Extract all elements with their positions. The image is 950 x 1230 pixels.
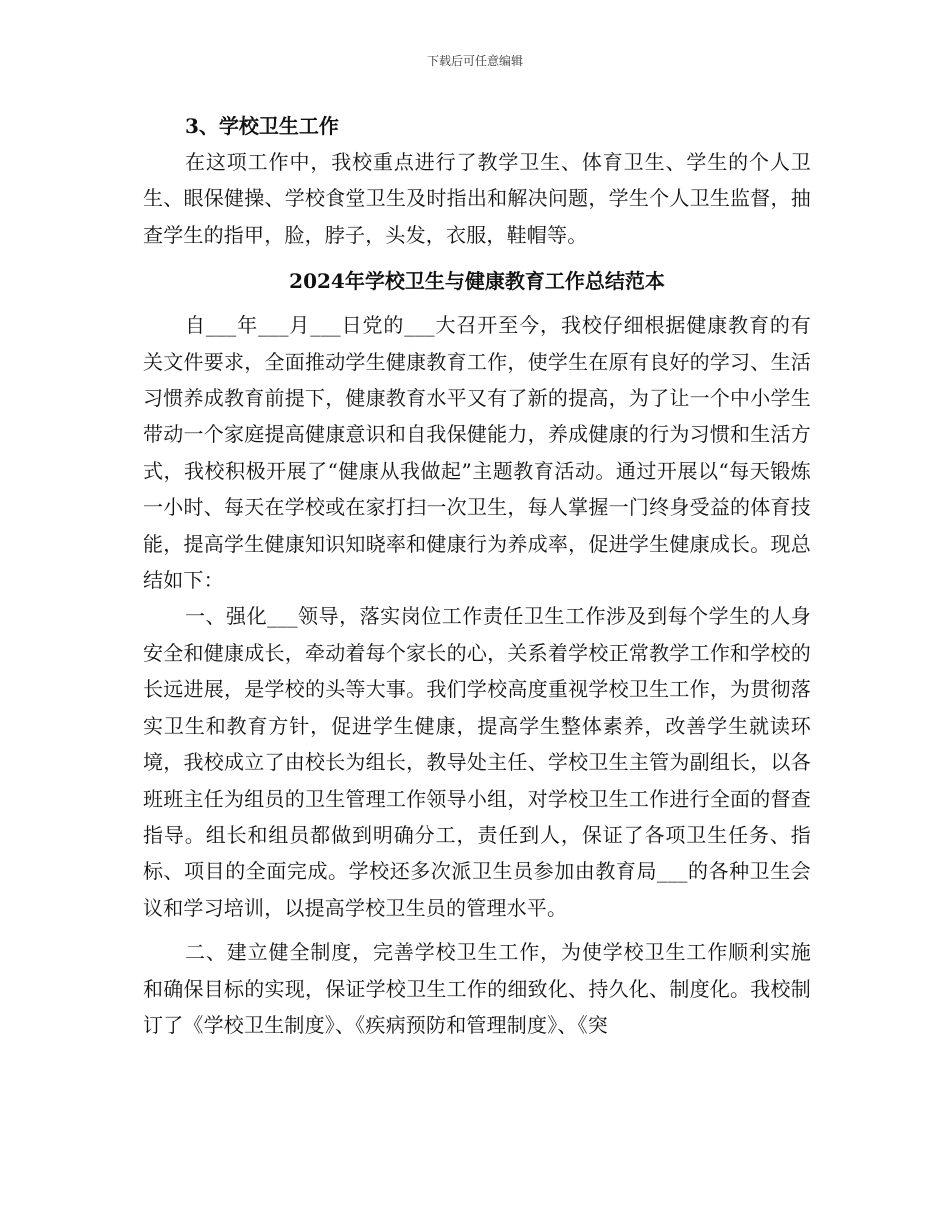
paragraph: 在这项工作中，我校重点进行了教学卫生、体育卫生、学生的个人卫生、眼保健操、学校食堂卫生及时指出和解决问题，学生个人卫生监督，抽查学生的指甲，脸，脖子，头发，衣服，鞋帽等。 <box>143 150 811 247</box>
section-heading: 3、学校卫生工作 <box>185 114 339 138</box>
paragraph: 自___年___月___日党的___大召开至今，我校仔细根据健康教育的有关文件要求，全面推动学生健康教育工作，使学生在原有良好的学习、生活习惯养成教育前提下，健康教育水平又有了新的提高，为了让一个中小学生带动一个家庭提高健康意识和自我保健能力，养成健康的行为习惯和生活方式，我校积极开展了“健康从我做起”主题教育活动。通过开展以“每天锻炼一小时、每天在学校或在家打扫一次卫生，每人掌握一门终身受益的体育技能，提高学生健康知识知晓率和健康行为养成率，促进学生健康成长。现总结如下： <box>143 313 811 593</box>
document-body <box>143 108 811 1043</box>
paragraph: 一、强化___领导，落实岗位工作责任卫生工作涉及到每个学生的人身安全和健康成长，牵动着每个家长的心，关系着学校正常教学工作和学校的长远进展，是学校的头等大事。我们学校高度重视学校卫生工作，为贯彻落实卫生和教育方针，促进学生健康，提高学生整体素养，改善学生就读环境，我校成立了由校长为组长，教导处主任、学校卫生主管为副组长，以各班班主任为组员的卫生管理工作领导小组，对学校卫生工作进行全面的督查指导。组长和组员都做到明确分工，责任到人，保证了各项卫生任务、指标、项目的全面完成。学校还多次派卫生员参加由教育局___的各种卫生会议和学习培训，以提高学校卫生员的管理水平。 <box>143 604 811 920</box>
header-note: 下载后可任意编辑 <box>426 54 523 68</box>
paragraph: 二、建立健全制度，完善学校卫生工作，为使学校卫生工作顺利实施和确保目标的实现，保证学校卫生工作的细致化、持久化、制度化。我校制订了《学校卫生制度》、《疾病预防和管理制度》、《突 <box>143 940 811 1037</box>
document-title: 2024年学校卫生与健康教育工作总结范本 <box>289 269 665 294</box>
paragraph-gap <box>143 926 811 934</box>
